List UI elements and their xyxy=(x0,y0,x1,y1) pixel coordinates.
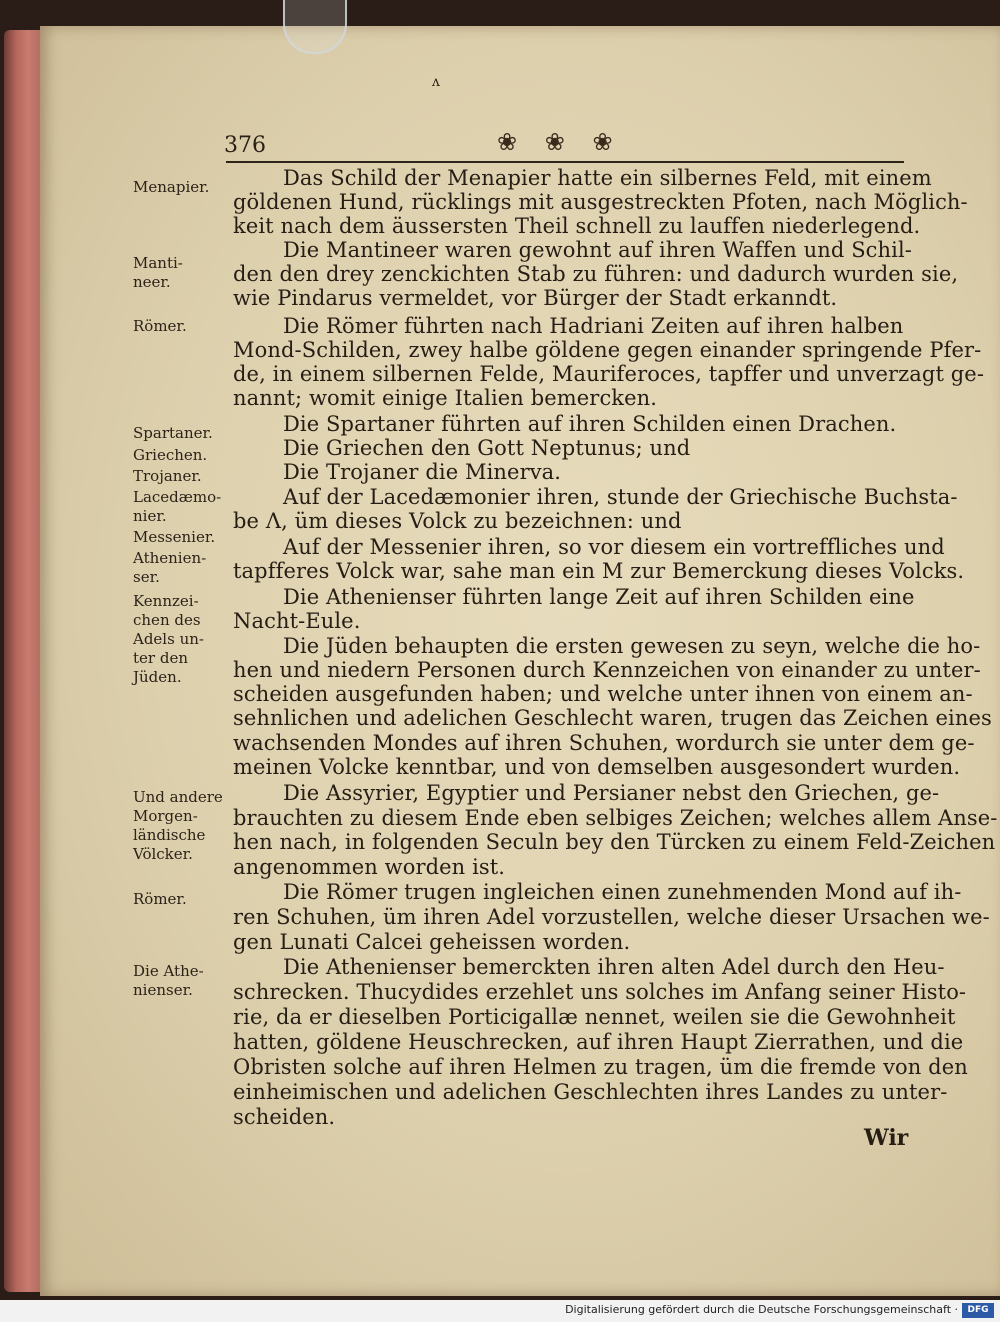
text-line: wie Pindarus vermeldet, vor Bürger der Stadt erkanndt. xyxy=(233,286,838,310)
text-line: tapfferes Volck war, sahe man ein M zur Bemerckung dieses Volcks. xyxy=(233,559,965,583)
margin-note: Kennzei- chen des Adels un- ter den Jüden. xyxy=(133,592,204,686)
text-line: Obristen solche auf ihren Helmen zu tragen, üm die fremde von den xyxy=(233,1055,968,1079)
text-line: Auf der Messenier ihren, so vor diesem ein vortreffliches und xyxy=(283,535,945,559)
margin-note: Trojaner. xyxy=(133,467,202,485)
text-line: rie, da er dieselben Porticigallæ nennet, weilen sie die Gewohnheit xyxy=(233,1005,956,1029)
text-line: Die Athenienser führten lange Zeit auf ihren Schilden eine xyxy=(283,585,915,609)
text-line: Die Mantineer waren gewohnt auf ihren Waffen und Schil- xyxy=(283,238,912,262)
margin-note: Spartaner. xyxy=(133,424,213,442)
text-line: Das Schild der Menapier hatte ein silbernes Feld, mit einem xyxy=(283,166,932,190)
text-line: ren Schuhen, üm ihren Adel vorzustellen, welche dieser Ursachen we- xyxy=(233,905,990,929)
margin-note: Athenien- ser. xyxy=(133,549,207,586)
margin-note: Menapier. xyxy=(133,178,210,196)
text-line: Die Athenienser bemerckten ihren alten Adel durch den Heu- xyxy=(283,955,945,979)
text-line: schrecken. Thucydides erzehlet uns solches im Anfang seiner Histo- xyxy=(233,980,967,1004)
text-line: angenommen worden ist. xyxy=(233,855,506,879)
text-line: Mond-Schilden, zwey halbe göldene gegen einander springende Pfer- xyxy=(233,338,982,362)
paper-clip xyxy=(283,0,347,54)
text-line: Die Jüden behaupten die ersten gewesen zu seyn, welche die ho- xyxy=(283,634,981,658)
text-line: de, in einem silbernen Felde, Mauriferoces, tapffer und unverzagt ge- xyxy=(233,362,985,386)
text-line: Die Römer führten nach Hadriani Zeiten auf ihren halben xyxy=(283,314,904,338)
text-line: hen nach, in folgenden Seculn bey den Türcken zu einem Feld-Zeichen xyxy=(233,830,996,854)
margin-note: Messenier. xyxy=(133,528,216,546)
text-line: scheiden. xyxy=(233,1105,336,1129)
text-line: göldenen Hund, rücklings mit ausgestreckten Pfoten, nach Möglich- xyxy=(233,190,968,214)
text-line: Nacht-Eule. xyxy=(233,609,361,633)
margin-note: Die Athe- nienser. xyxy=(133,962,204,999)
text-line: Die Griechen den Gott Neptunus; und xyxy=(283,436,691,460)
text-line: gen Lunati Calcei geheissen worden. xyxy=(233,930,631,954)
text-line: brauchten zu diesem Ende eben selbiges Zeichen; welches allem Anse- xyxy=(233,806,998,830)
text-line: nannt; womit einige Italien bemercken. xyxy=(233,386,658,410)
header-rule xyxy=(226,161,904,163)
text-line: Die Römer trugen ingleichen einen zunehmenden Mond auf ih- xyxy=(283,880,962,904)
margin-note: Römer. xyxy=(133,317,187,335)
funding-credit: Digitalisierung gefördert durch die Deutsche Forschungsgemeinschaft · xyxy=(565,1303,958,1316)
dfg-logo: DFG xyxy=(962,1303,994,1318)
text-line: scheiden ausgefunden haben; und welche unter ihnen von einem an- xyxy=(233,682,973,706)
text-line: hatten, göldene Heuschrecken, auf ihren Haupt Zierrathen, und die xyxy=(233,1030,964,1054)
text-line: meinen Volcke kenntbar, und von demselben ausgesondert wurden. xyxy=(233,755,961,779)
ink-mark: ʌ xyxy=(432,74,440,90)
text-line: hen und niedern Personen durch Kennzeichen von einander zu unter- xyxy=(233,658,981,682)
page-number: 376 xyxy=(224,133,266,158)
margin-note: Und andere Morgen- ländische Völcker. xyxy=(133,788,223,863)
text-line: keit nach dem äussersten Theil schnell zu lauffen niederlegend. xyxy=(233,214,921,238)
text-line: Auf der Lacedæmonier ihren, stunde der Griechische Buchsta- xyxy=(283,485,958,509)
header-ornament: ❀ ❀ ❀ xyxy=(497,128,623,156)
margin-note: Manti- neer. xyxy=(133,254,183,291)
text-line: wachsenden Mondes auf ihren Schuhen, wordurch sie unter dem ge- xyxy=(233,731,975,755)
footer-bar xyxy=(0,1300,1000,1322)
text-line: Die Spartaner führten auf ihren Schilden einen Drachen. xyxy=(283,412,897,436)
margin-note: Griechen. xyxy=(133,446,208,464)
margin-note: Römer. xyxy=(133,890,187,908)
text-line: Die Assyrier, Egyptier und Persianer nebst den Griechen, ge- xyxy=(283,781,940,805)
book-page-edges xyxy=(4,30,44,1292)
catchword: Wir xyxy=(864,1125,909,1151)
text-line: einheimischen und adelichen Geschlechten ihres Landes zu unter- xyxy=(233,1080,948,1104)
text-line: Die Trojaner die Minerva. xyxy=(283,460,562,484)
text-line: den den drey zenckichten Stab zu führen: und dadurch wurden sie, xyxy=(233,262,959,286)
text-line: be Λ, üm dieses Volck zu bezeichnen: und xyxy=(233,509,682,533)
text-line: sehnlichen und adelichen Geschlecht waren, trugen das Zeichen eines xyxy=(233,706,992,730)
margin-note: Lacedæmo- nier. xyxy=(133,488,222,525)
